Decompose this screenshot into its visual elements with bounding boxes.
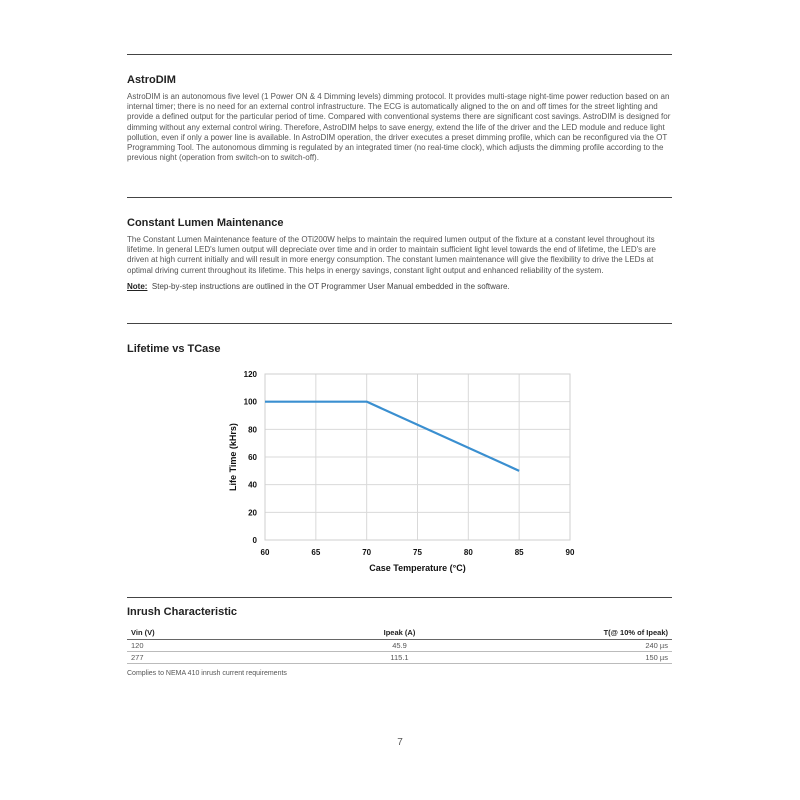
y-tick-label: 40 xyxy=(248,480,257,490)
cell-time: 150 µs xyxy=(492,652,672,664)
x-tick-label: 60 xyxy=(260,548,270,557)
y-axis-label: Life Time (kHrs) xyxy=(228,423,238,491)
astrodim-heading: AstroDIM xyxy=(127,74,176,86)
x-tick-label: 85 xyxy=(514,548,524,557)
x-tick-label: 75 xyxy=(413,548,422,557)
y-tick-label: 20 xyxy=(248,508,257,518)
cell-vin: 277 xyxy=(127,652,307,664)
header-vin: Vin (V) xyxy=(127,627,307,640)
cell-time: 240 µs xyxy=(492,640,672,652)
y-tick-label: 0 xyxy=(252,536,257,545)
inrush-header-row xyxy=(127,627,672,640)
note-text: Step-by-step instructions are outlined in the OT Programmer User Manual embedded in the software. xyxy=(151,281,510,291)
table-row xyxy=(127,652,672,664)
y-tick-label: 120 xyxy=(243,370,257,379)
x-tick-label: 90 xyxy=(565,548,575,557)
inrush-table xyxy=(127,627,672,664)
cell-vin: 120 xyxy=(127,640,307,652)
page-number: 7 xyxy=(397,737,403,748)
astrodim-paragraph: AstroDIM is an autonomous five level (1 Power ON & 4 Dimming levels) dimming protocol. It provides multi-stage night-time power reduction based on an internal timer; there is no need for an external control infrastructure. The ECG is automatically aligned to the on and off times for the street lighting and provide a defined output for the particular period of time. Compared with conventional systems there are significant cost savings. AstroDIM is designed for dimming without any external control wiring. Therefore, AstroDIM helps to save energy, extend the life of the driver and the LED module and reduce light pollution, even if only a power line is available. In AstroDIM operation, the driver executes a preset dimming profile, which can be reconfigured via the OT Programming Tool. The autonomous dimming is regulated by an integrated timer (no real-time clock), which adjusts the dimming profile according to the previous night (operation from switch-on to switch-off). xyxy=(127,92,671,163)
y-tick-label: 100 xyxy=(243,397,257,407)
x-axis-label: Case Temperature (°C) xyxy=(369,563,466,573)
x-tick-label: 70 xyxy=(362,548,372,557)
table-row xyxy=(127,640,672,652)
note-label: Note: xyxy=(127,281,148,291)
y-tick-label: 80 xyxy=(248,425,257,435)
header-ipeak: Ipeak (A) xyxy=(307,627,492,640)
series-line-lifetime xyxy=(265,402,519,471)
clm-heading: Constant Lumen Maintenance xyxy=(127,217,284,229)
cell-ipeak: 45.9 xyxy=(307,640,492,652)
cell-ipeak: 115.1 xyxy=(307,652,492,664)
x-tick-label: 65 xyxy=(311,548,321,557)
y-tick-label: 60 xyxy=(248,453,257,462)
inrush-footnote: Complies to NEMA 410 inrush current requirements xyxy=(127,670,287,677)
header-time: T(@ 10% of Ipeak) xyxy=(492,627,672,640)
x-tick-label: 80 xyxy=(463,548,473,557)
lifetime-heading: Lifetime vs TCase xyxy=(127,343,221,355)
divider-4 xyxy=(127,597,672,598)
clm-paragraph: The Constant Lumen Maintenance feature of the OTi200W helps to maintain the required lumen output of the fixture at a constant level throughout its lifetime. In general LED's lumen output will depreciate over time and in order to maintain sufficient light level towards the end of lifetime, the LED's are driven at high current initially and will result in more energy consumption. The constant lumen maintenance will give the flexibility to drive the LEDs at optimal driving current throughout its lifetime. This helps in energy savings, constant light output and enhanced reliability of the system. xyxy=(127,235,656,275)
inrush-heading: Inrush Characteristic xyxy=(127,606,238,618)
inrush-section xyxy=(127,606,672,618)
